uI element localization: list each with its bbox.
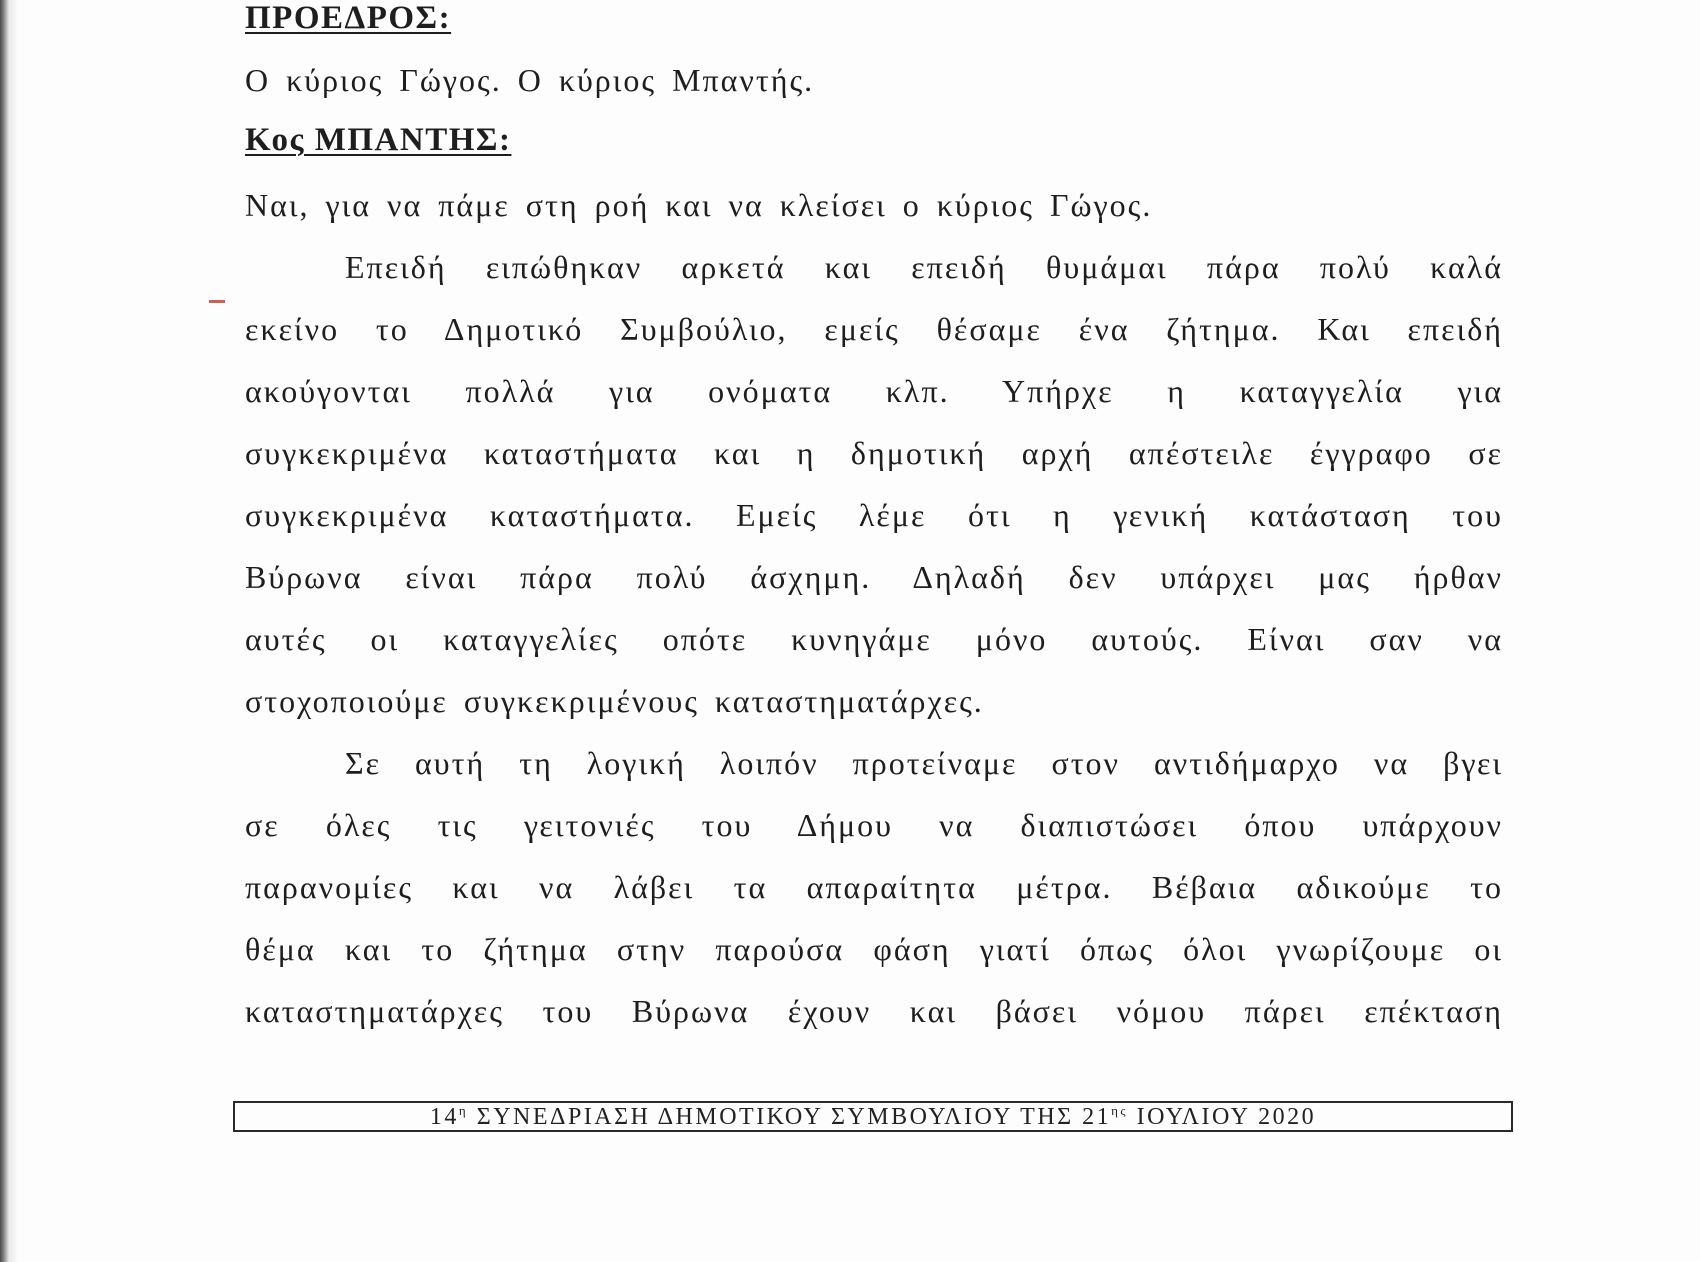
paragraph1-line3: ακούγονται πολλά για ονόματα κλπ. Υπήρχε η καταγγελία για	[245, 373, 1503, 409]
scan-edge-shadow	[10, 0, 18, 1262]
paragraph1-line1: Επειδή ειπώθηκαν αρκετά και επειδή θυμάμαι πάρα πολύ καλά	[345, 249, 1503, 285]
paragraph1-line8: στοχοποιούμε συγκεκριμένους καταστηματάρχες.	[245, 683, 984, 719]
footer-session-title	[430, 1103, 1316, 1131]
paragraph2-line4: θέμα και το ζήτημα στην παρούσα φάση γιατί όπως όλοι γνωρίζουμε οι	[245, 931, 1503, 967]
paragraph2-line1: Σε αυτή τη λογική λοιπόν προτείναμε στον αντιδήμαρχο να βγει	[345, 745, 1503, 781]
footer-session-end: ΙΟΥΛΙΟΥ 2020	[1128, 1103, 1317, 1130]
president-statement: Ο κύριος Γώγος. Ο κύριος Μπαντής.	[245, 62, 815, 98]
paragraph2-line3: παρανομίες και να λάβει τα απαραίτητα μέτρα. Βέβαια αδικούμε το	[245, 869, 1503, 905]
paragraph1-line2: εκείνο το Δημοτικό Συμβούλιο, εμείς θέσαμε ένα ζήτημα. Και επειδή	[245, 311, 1503, 347]
speaker-heading-bantis: Κος ΜΠΑΝΤΗΣ:	[245, 122, 512, 158]
paragraph1-line7: αυτές οι καταγγελίες οπότε κυνηγάμε μόνο αυτούς. Είναι σαν να	[245, 621, 1503, 657]
paragraph1-line4: συγκεκριμένα καταστήματα και η δημοτική αρχή απέστειλε έγγραφο σε	[245, 435, 1503, 471]
footer-date-superscript: ης	[1111, 1102, 1129, 1118]
paragraph2-line2: σε όλες τις γειτονιές του Δήμου να διαπιστώσει όπου υπάρχουν	[245, 807, 1503, 843]
bantis-opening-line: Ναι, για να πάμε στη ροή και να κλείσει ο κύριος Γώγος.	[245, 187, 1153, 223]
paragraph2-line5: καταστηματάρχες του Βύρωνα έχουν και βάσει νόμου πάρει επέκταση	[245, 993, 1503, 1029]
footer-session-middle: ΣΥΝΕΔΡΙΑΣΗ ΔΗΜΟΤΙΚΟΥ ΣΥΜΒΟΥΛΙΟΥ ΤΗΣ 21	[468, 1103, 1112, 1130]
footer-number-superscript: η	[458, 1102, 469, 1118]
scan-binding-edge	[0, 0, 10, 1262]
paragraph1-line6: Βύρωνα είναι πάρα πολύ άσχημη. Δηλαδή δεν υπάρχει μας ήρθαν	[245, 559, 1503, 595]
footer-session-number: 14	[429, 1103, 459, 1130]
speaker-heading-president: ΠΡΟΕΔΡΟΣ:	[245, 0, 452, 36]
paragraph1-line5: συγκεκριμένα καταστήματα. Εμείς λέμε ότι η γενική κατάσταση του	[245, 497, 1503, 533]
margin-mark	[209, 300, 225, 303]
footer-session-box	[233, 1101, 1513, 1132]
